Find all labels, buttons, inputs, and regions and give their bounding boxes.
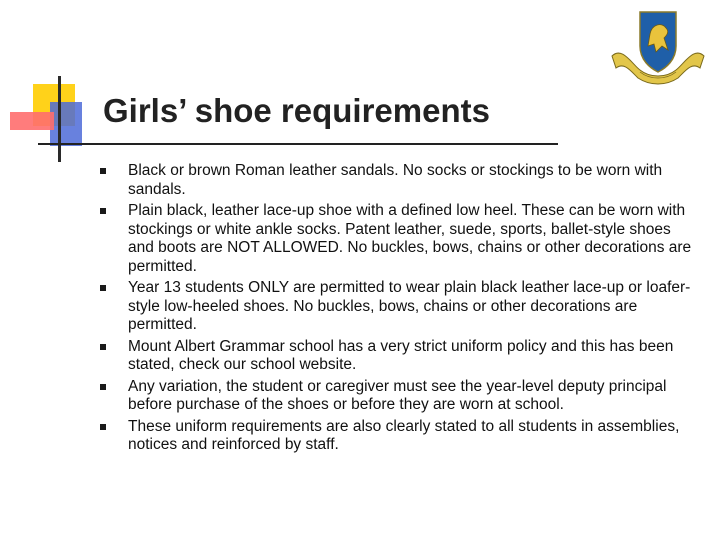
decor-vertical-line: [58, 76, 61, 162]
list-item: [100, 378, 700, 415]
slide-title: Girls’ shoe requirements: [103, 92, 490, 129]
bullet-text: Plain black, leather lace-up shoe with a defined low heel. These can be worn with stockings or white ankle socks. Patent leather, suede, sports, ballet-style shoes and boots are NOT ALLOWED. No buckles, bows, chains or other decorations are permitted.: [128, 202, 692, 275]
title-underline: [38, 143, 558, 145]
bullet-square-icon: [100, 285, 106, 291]
bullet-square-icon: [100, 208, 106, 214]
bullet-text: Year 13 students ONLY are permitted to wear plain black leather lace-up or loafer-style low-heeled shoes. No buckles, bows, chains or other decorations are permitted.: [128, 279, 691, 333]
list-item: [100, 162, 700, 199]
decor-red-bar: [10, 112, 54, 130]
bullet-text: Black or brown Roman leather sandals. No socks or stockings to be worn with sandals.: [128, 162, 663, 198]
decor-blue-square: [50, 102, 82, 146]
bullet-text: Mount Albert Grammar school has a very strict uniform policy and this has been stated, check our school website.: [128, 337, 674, 373]
school-crest-icon: [610, 6, 706, 92]
list-item: [100, 418, 700, 455]
bullet-text: Any variation, the student or caregiver must see the year-level deputy principal before purchase of the shoes or before they are worn at school.: [128, 377, 667, 413]
list-item: [100, 202, 700, 276]
requirements-list: [100, 162, 700, 455]
bullet-text: These uniform requirements are also clearly stated to all students in assemblies, notices and reinforced by staff.: [128, 417, 680, 453]
bullet-square-icon: [100, 384, 106, 390]
list-item: [100, 279, 700, 335]
bullet-square-icon: [100, 344, 106, 350]
bullet-square-icon: [100, 168, 106, 174]
bullet-square-icon: [100, 424, 106, 430]
list-item: [100, 338, 700, 375]
